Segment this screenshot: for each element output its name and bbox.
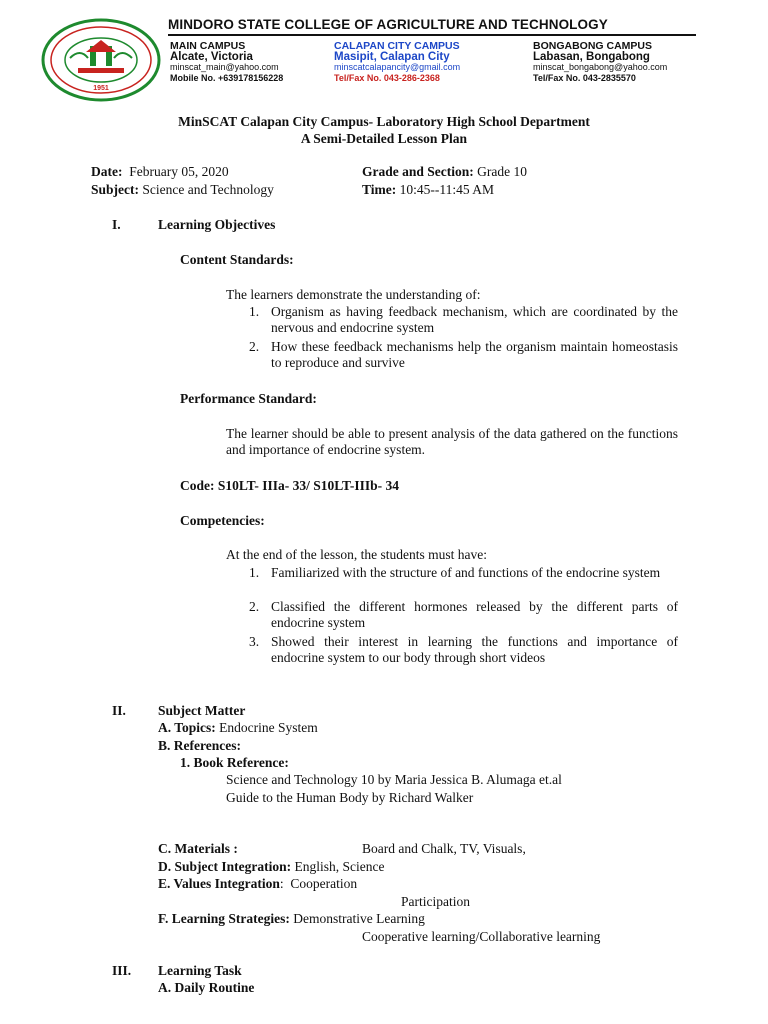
competencies-heading: Competencies: [180,513,265,528]
campus-bongabong [533,41,667,83]
time-row [362,182,494,198]
campus-name: MAIN CAMPUS [170,40,246,52]
integration-row [158,859,384,875]
institution-name: MINDORO STATE COLLEGE OF AGRICULTURE AND TECHNOLOGY [168,17,608,32]
list-number: 1. [249,304,260,319]
topics-row [158,720,318,736]
performance-heading: Performance Standard: [180,391,317,406]
values-label: E. Values Integration [158,876,280,891]
list-item: Organism as having feedback mechanism, which are coordinated by the nervous and endocrine system [271,304,678,335]
campus-email: minscat_main@yahoo.com [170,62,279,72]
campus-name: CALAPAN CITY CAMPUS [334,40,460,52]
campus-phone: Tel/Fax No. 043-2835570 [533,72,636,83]
subject-label: Subject: [91,182,139,197]
campus-phone: Mobile No. +639178156228 [170,72,284,83]
section-numeral: II. [112,703,126,718]
materials-value: Board and Chalk, TV, Visuals, [362,841,526,856]
time-label: Time: [362,182,397,197]
competencies-intro: At the end of the lesson, the students must have: [226,547,487,562]
integration-label: D. Subject Integration: [158,859,292,874]
date-label: Date: [91,164,123,179]
code-text: Code: S10LT- IIIa- 33/ S10LT-IIIb- 34 [180,478,399,493]
list-number: 2. [249,599,260,614]
strategies-value-2: Cooperative learning/Collaborative learning [362,929,601,944]
content-intro: The learners demonstrate the understanding of: [226,287,481,302]
document-title: MinSCAT Calapan City Campus- Laboratory High School Department [178,114,590,129]
campus-calapan [334,41,460,83]
grade-value: Grade 10 [477,164,527,179]
subject-value: Science and Technology [142,182,274,197]
college-seal-logo [40,18,162,102]
values-row [158,876,357,892]
document-subtitle: A Semi-Detailed Lesson Plan [300,131,468,146]
list-number: 3. [249,634,260,649]
values-value: Cooperation [290,876,358,891]
seal-year: 1951 [93,85,109,92]
campus-email: minscat_bongabong@yahoo.com [533,62,668,72]
section-heading: Subject Matter [158,703,246,718]
campus-email: minscatcalapancity@gmail.com [334,62,461,72]
integration-value: English, Science [294,859,385,874]
values-value-2: Participation [401,894,470,909]
book-reference: Science and Technology 10 by Maria Jessica B. Alumaga et.al [226,772,562,787]
grade-row [362,164,527,180]
topics-value: Endocrine System [219,720,318,735]
content-standards-heading: Content Standards: [180,252,294,267]
list-item: How these feedback mechanisms help the organism maintain homeostasis to reproduce and survive [271,339,678,370]
list-number: 1. [249,565,260,580]
campus-location: Alcate, Victoria [170,50,253,63]
grade-label: Grade and Section: [362,164,474,179]
list-item: Classified the different hormones released by the different parts of endocrine system [271,599,678,630]
strategies-label: F. Learning Strategies: [158,911,290,926]
strategies-row [158,911,425,927]
list-item: Showed their interest in learning the functions and importance of endocrine system to our body through short videos [271,634,678,665]
campus-name: BONGABONG CAMPUS [533,40,653,52]
section-numeral: III. [112,963,132,978]
campus-location: Masipit, Calapan City [334,50,450,63]
time-value: 10:45--11:45 AM [399,182,494,197]
section-numeral: I. [112,217,121,232]
header-divider [168,34,696,36]
section-heading: Learning Objectives [158,217,276,232]
campus-main [170,41,283,83]
list-item: Familiarized with the structure of and functions of the endocrine system [271,565,661,580]
date-row [91,164,229,180]
performance-text: The learner should be able to present analysis of the data gathered on the functions and importance of endocrine system. [226,426,678,457]
daily-routine-heading: A. Daily Routine [158,980,255,995]
strategies-value: Demonstrative Learning [293,911,425,926]
campus-location: Labasan, Bongabong [533,50,650,63]
subject-row [91,182,274,198]
values-colon: : [279,876,284,891]
date-value: February 05, 2020 [129,164,229,179]
references-label: B. References: [158,738,241,753]
book-reference: Guide to the Human Body by Richard Walker [226,790,474,805]
section-heading: Learning Task [158,963,242,978]
seal-icon [40,18,162,102]
book-reference-label: 1. Book Reference: [180,755,289,770]
materials-label: C. Materials : [158,841,238,856]
topics-label: A. Topics: [158,720,216,735]
campus-phone: Tel/Fax No. 043-286-2368 [334,72,440,83]
list-number: 2. [249,339,260,354]
